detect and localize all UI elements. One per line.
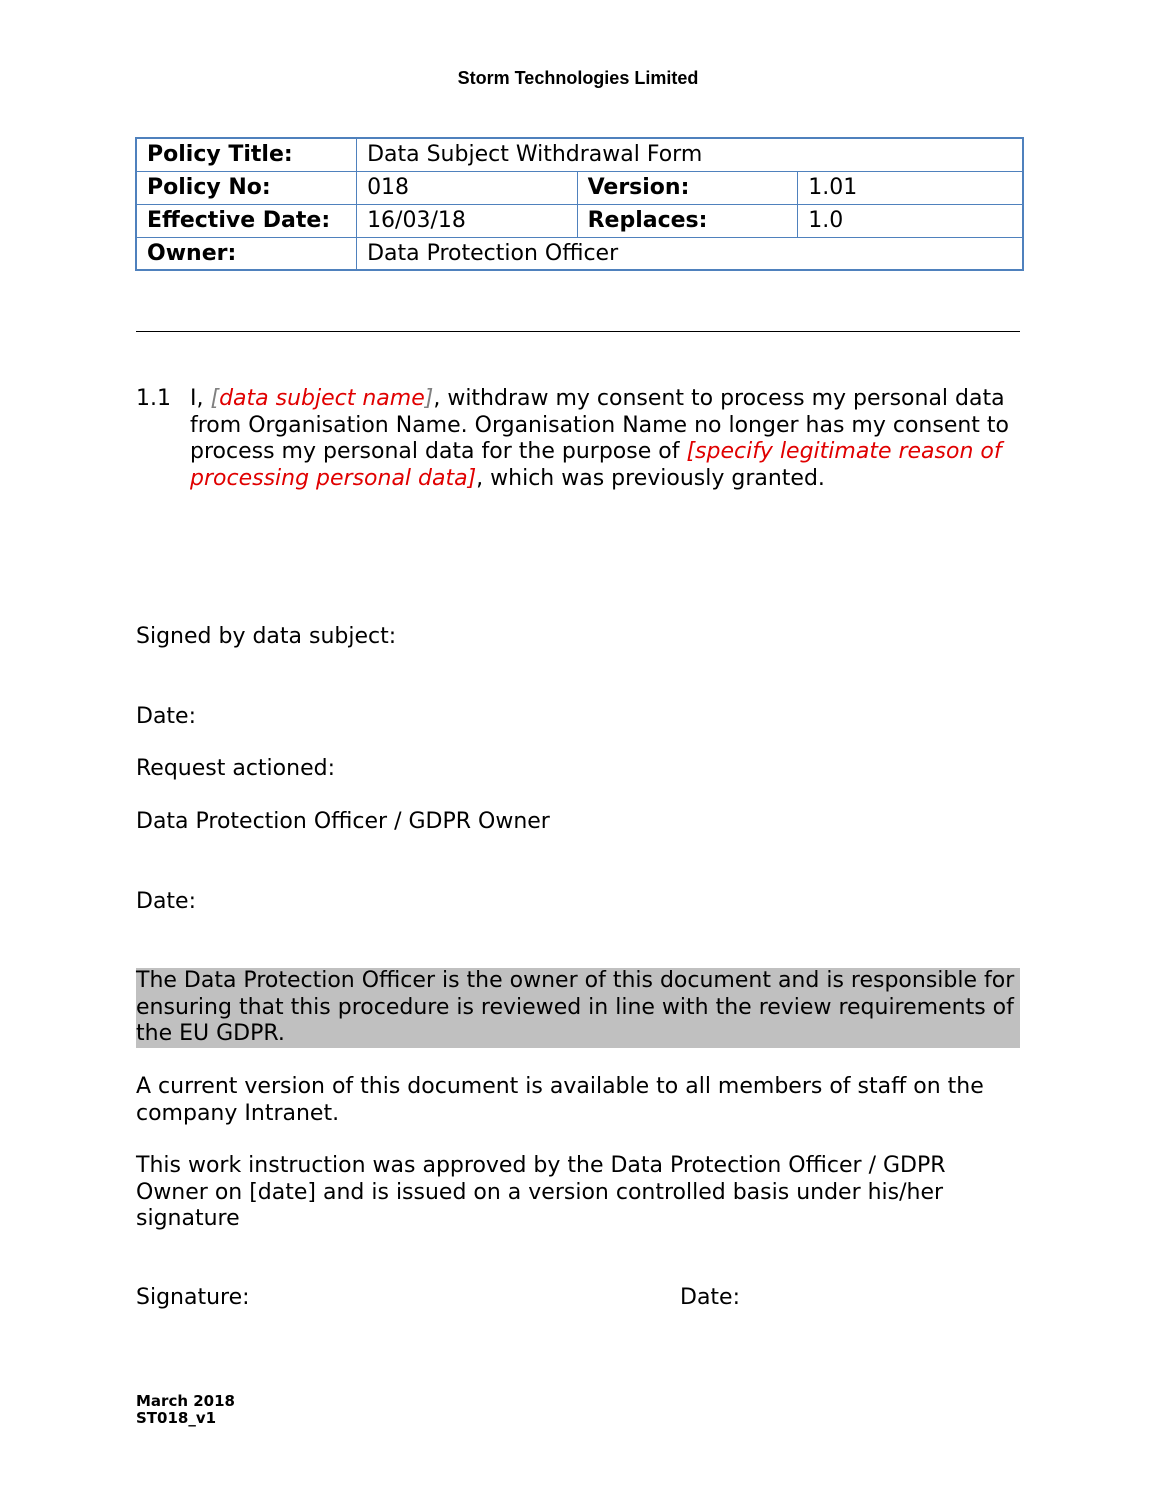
placeholder-bracket-open: [	[210, 386, 220, 411]
policy-title-label: Policy Title:	[136, 138, 357, 171]
policy-no-label: Policy No:	[136, 171, 357, 204]
owner-value: Data Protection Officer	[357, 237, 1023, 270]
company-name: Storm Technologies Limited	[457, 68, 699, 88]
footer-month: March 2018	[136, 1392, 235, 1410]
clause-text-part2: , withdraw my consent to process my personal data from Organisation Name. Organisation Name no longer has my consent to process my personal data for the purpose of	[190, 386, 1010, 464]
placeholder-processing-reason: [specify legitimate reason of processing personal data]	[190, 439, 1002, 491]
availability-note: A current version of this document is available to all members of staff on the company Intranet.	[136, 1074, 984, 1126]
approval-note: This work instruction was approved by the Data Protection Officer / GDPR Owner on [date] and is issued on a version controlled basis under his/her signature	[136, 1153, 946, 1231]
replaces-value: 1.0	[798, 204, 1023, 237]
table-row	[136, 138, 1023, 171]
horizontal-divider	[136, 331, 1020, 332]
policy-no-value: 018	[357, 171, 578, 204]
clause-1-1	[136, 386, 1016, 492]
policy-info-table	[135, 137, 1024, 271]
dpo-label: Data Protection Officer / GDPR Owner	[136, 809, 550, 834]
table-row	[136, 204, 1023, 237]
signed-by-label: Signed by data subject:	[136, 624, 397, 649]
effective-date-value: 16/03/18	[357, 204, 578, 237]
footer-ref: ST018_v1	[136, 1409, 217, 1427]
placeholder-bracket-close: ]	[424, 386, 434, 411]
table-row	[136, 171, 1023, 204]
version-label: Version:	[577, 171, 798, 204]
placeholder-data-subject-name: data subject name	[219, 386, 425, 411]
table-row	[136, 237, 1023, 270]
clause-number: 1.1	[136, 386, 171, 411]
clause-text-part3: , which was previously granted.	[476, 465, 825, 491]
owner-label: Owner:	[136, 237, 357, 270]
clause-text-part1: I,	[190, 386, 211, 411]
signature-label: Signature:	[136, 1285, 250, 1310]
policy-title-value: Data Subject Withdrawal Form	[357, 138, 1023, 171]
date-label-2: Date:	[136, 889, 196, 914]
clause-text	[190, 386, 1016, 492]
document-footer	[136, 1393, 235, 1427]
date-label-1: Date:	[136, 704, 196, 729]
replaces-label: Replaces:	[577, 204, 798, 237]
version-value: 1.01	[798, 171, 1023, 204]
request-actioned-label: Request actioned:	[136, 756, 335, 781]
effective-date-label: Effective Date:	[136, 204, 357, 237]
ownership-note: The Data Protection Officer is the owner of this document and is responsible for ensuring that this procedure is reviewed in line with the review requirements of the EU GDPR.	[136, 968, 1020, 1048]
signoff-date-label: Date:	[680, 1285, 740, 1310]
